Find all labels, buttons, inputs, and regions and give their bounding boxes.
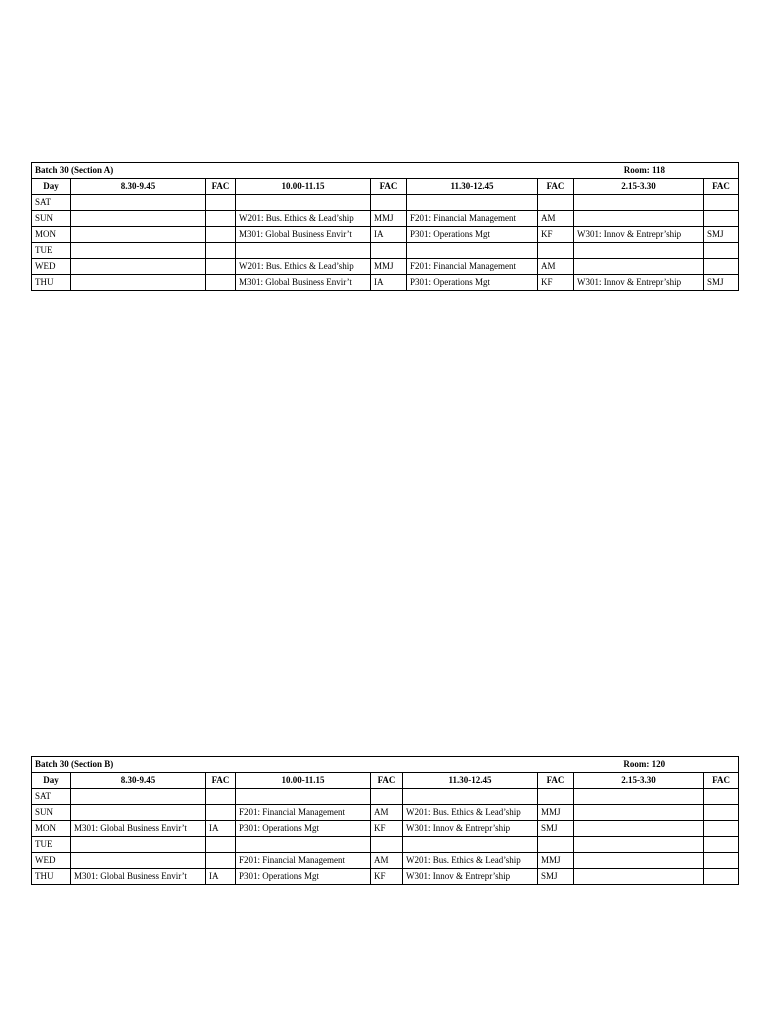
- table-cell: W301: Innov & Entrepr’ship: [403, 821, 538, 837]
- table-cell: WED: [32, 259, 71, 275]
- table-cell: [206, 227, 236, 243]
- table-cell: [407, 195, 538, 211]
- table-title-row: [32, 163, 739, 179]
- table-cell: [704, 243, 739, 259]
- table-cell: MON: [32, 227, 71, 243]
- table-cell: [574, 853, 704, 869]
- table-row: [32, 805, 739, 821]
- table-cell: [704, 211, 739, 227]
- table-cell: SMJ: [538, 821, 574, 837]
- table-cell: [206, 259, 236, 275]
- table-cell: IA: [206, 821, 236, 837]
- column-header: 2.15-3.30: [574, 179, 704, 195]
- table-cell: W201: Bus. Ethics & Lead’ship: [403, 853, 538, 869]
- table-cell: [371, 837, 403, 853]
- table-row: [32, 853, 739, 869]
- table-cell: M301: Global Business Envir’t: [236, 275, 371, 291]
- table-cell: [574, 821, 704, 837]
- table-cell: [704, 789, 739, 805]
- table-cell: [704, 805, 739, 821]
- table-cell: W201: Bus. Ethics & Lead’ship: [403, 805, 538, 821]
- table-cell: AM: [371, 805, 403, 821]
- table-cell: [574, 869, 704, 885]
- table-cell: [574, 837, 704, 853]
- table-cell: [538, 789, 574, 805]
- table-title-row: [32, 757, 739, 773]
- table-cell: F201: Financial Management: [236, 853, 371, 869]
- header-row: [32, 179, 739, 195]
- table-row: [32, 211, 739, 227]
- column-header: 10.00-11.15: [236, 179, 371, 195]
- table-cell: MMJ: [371, 259, 407, 275]
- table-cell: F201: Financial Management: [236, 805, 371, 821]
- table-cell: [236, 195, 371, 211]
- table-title-cell: [32, 757, 739, 773]
- table-row: [32, 869, 739, 885]
- timetable-section-b: [31, 756, 739, 885]
- table-cell: P301: Operations Mgt: [407, 227, 538, 243]
- table-cell: MMJ: [371, 211, 407, 227]
- table-cell: IA: [206, 869, 236, 885]
- table-cell: [236, 243, 371, 259]
- table-cell: WED: [32, 853, 71, 869]
- table-cell: W201: Bus. Ethics & Lead’ship: [236, 259, 371, 275]
- table-cell: AM: [538, 211, 574, 227]
- table-cell: [538, 195, 574, 211]
- table-cell: M301: Global Business Envir’t: [71, 869, 206, 885]
- table-cell: SUN: [32, 211, 71, 227]
- table-cell: [71, 789, 206, 805]
- table-cell: THU: [32, 869, 71, 885]
- table-cell: [206, 805, 236, 821]
- table-title-cell: [32, 163, 739, 179]
- table-cell: KF: [371, 869, 403, 885]
- table-cell: F201: Financial Management: [407, 259, 538, 275]
- table-cell: [403, 789, 538, 805]
- table-cell: [206, 211, 236, 227]
- table-cell: THU: [32, 275, 71, 291]
- table-cell: W301: Innov & Entrepr’ship: [574, 275, 704, 291]
- table-cell: KF: [538, 227, 574, 243]
- table-cell: [538, 837, 574, 853]
- table-cell: MON: [32, 821, 71, 837]
- table-cell: [574, 195, 704, 211]
- table-row: [32, 259, 739, 275]
- table-cell: MMJ: [538, 853, 574, 869]
- table-cell: [371, 243, 407, 259]
- column-header: FAC: [371, 179, 407, 195]
- batch-title: Batch 30 (Section A): [35, 165, 114, 175]
- column-header: FAC: [206, 179, 236, 195]
- column-header: 8.30-9.45: [71, 773, 206, 789]
- table-cell: M301: Global Business Envir’t: [71, 821, 206, 837]
- column-header: 10.00-11.15: [236, 773, 371, 789]
- table-row: [32, 243, 739, 259]
- room-label: Room: 120: [623, 759, 666, 769]
- table-cell: [206, 243, 236, 259]
- table-cell: IA: [371, 227, 407, 243]
- table-row: [32, 195, 739, 211]
- table-cell: [206, 789, 236, 805]
- table-cell: W301: Innov & Entrepr’ship: [403, 869, 538, 885]
- table-cell: W301: Innov & Entrepr’ship: [574, 227, 704, 243]
- table-cell: [704, 195, 739, 211]
- table-cell: [574, 243, 704, 259]
- table-cell: [574, 259, 704, 275]
- table-cell: [371, 789, 403, 805]
- room-label: Room: 118: [623, 165, 666, 175]
- table-row: [32, 275, 739, 291]
- table-cell: [206, 853, 236, 869]
- table-cell: [71, 853, 206, 869]
- timetable-section-a: [31, 162, 739, 291]
- table-cell: M301: Global Business Envir’t: [236, 227, 371, 243]
- table-cell: [236, 837, 371, 853]
- table-cell: [371, 195, 407, 211]
- batch-title: Batch 30 (Section B): [35, 759, 114, 769]
- table-cell: [71, 227, 206, 243]
- table-cell: AM: [371, 853, 403, 869]
- column-header: Day: [32, 179, 71, 195]
- table-cell: [236, 789, 371, 805]
- table-cell: TUE: [32, 837, 71, 853]
- column-header: 11.30-12.45: [403, 773, 538, 789]
- table-cell: [704, 869, 739, 885]
- table-cell: [704, 821, 739, 837]
- table-cell: P301: Operations Mgt: [236, 869, 371, 885]
- table-cell: SMJ: [704, 275, 739, 291]
- table-cell: W201: Bus. Ethics & Lead’ship: [236, 211, 371, 227]
- column-header: Day: [32, 773, 71, 789]
- table-cell: P301: Operations Mgt: [407, 275, 538, 291]
- table-cell: F201: Financial Management: [407, 211, 538, 227]
- table-cell: [71, 259, 206, 275]
- table-cell: [538, 243, 574, 259]
- table-cell: MMJ: [538, 805, 574, 821]
- column-header: FAC: [704, 179, 739, 195]
- table-cell: [71, 805, 206, 821]
- table-cell: [574, 805, 704, 821]
- column-header: 11.30-12.45: [407, 179, 538, 195]
- table-cell: P301: Operations Mgt: [236, 821, 371, 837]
- column-header: FAC: [538, 773, 574, 789]
- table-cell: [206, 275, 236, 291]
- table-cell: KF: [371, 821, 403, 837]
- column-header: FAC: [538, 179, 574, 195]
- table-cell: [403, 837, 538, 853]
- table-cell: [71, 837, 206, 853]
- table-cell: TUE: [32, 243, 71, 259]
- table-cell: [574, 211, 704, 227]
- table-row: [32, 837, 739, 853]
- table-cell: [206, 837, 236, 853]
- table-row: [32, 227, 739, 243]
- column-header: FAC: [704, 773, 739, 789]
- table-cell: [704, 837, 739, 853]
- column-header: 8.30-9.45: [71, 179, 206, 195]
- table-cell: IA: [371, 275, 407, 291]
- table-cell: KF: [538, 275, 574, 291]
- table-cell: [71, 211, 206, 227]
- table-cell: AM: [538, 259, 574, 275]
- table-cell: [407, 243, 538, 259]
- table-cell: [206, 195, 236, 211]
- table-cell: SAT: [32, 789, 71, 805]
- column-header: FAC: [371, 773, 403, 789]
- table-cell: SMJ: [538, 869, 574, 885]
- table-cell: [574, 789, 704, 805]
- header-row: [32, 773, 739, 789]
- table-cell: [704, 853, 739, 869]
- table-cell: SAT: [32, 195, 71, 211]
- table-row: [32, 821, 739, 837]
- table-cell: [71, 195, 206, 211]
- table-row: [32, 789, 739, 805]
- table-cell: [71, 275, 206, 291]
- table-cell: [71, 243, 206, 259]
- table-cell: [704, 259, 739, 275]
- column-header: 2.15-3.30: [574, 773, 704, 789]
- table-cell: SUN: [32, 805, 71, 821]
- column-header: FAC: [206, 773, 236, 789]
- table-cell: SMJ: [704, 227, 739, 243]
